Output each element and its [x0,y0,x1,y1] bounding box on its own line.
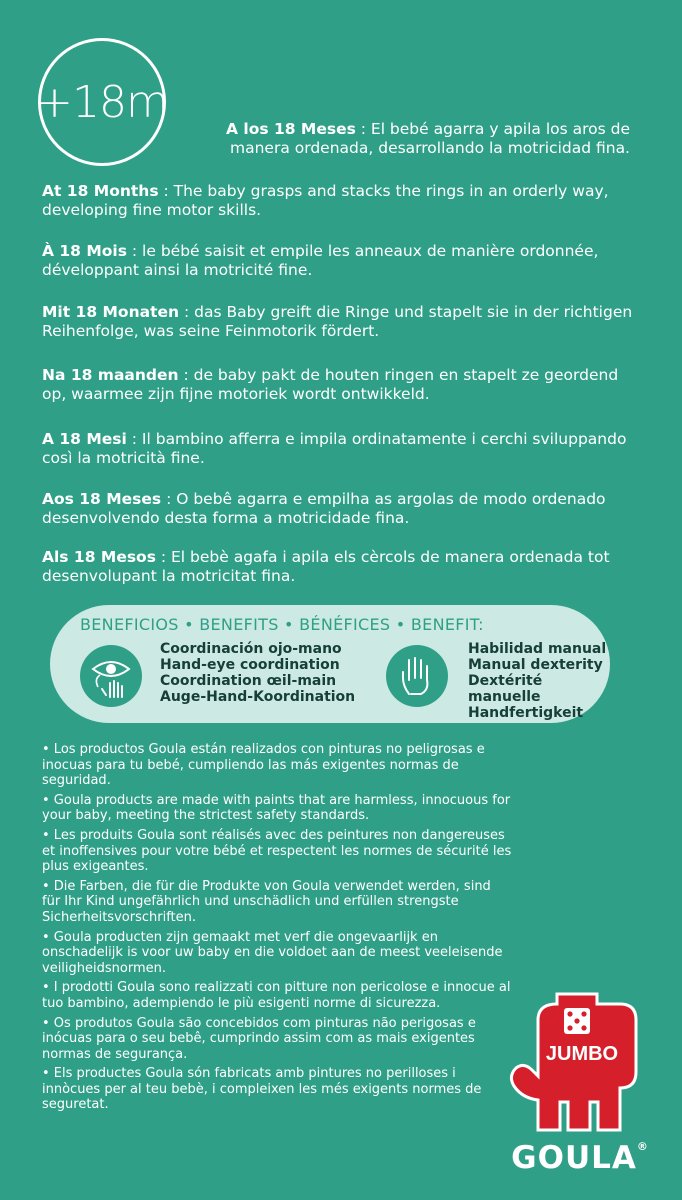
age-badge [38,38,166,166]
safety-note: • Els productes Goula són fabricats amb pintures no perilloses i innòcues per al teu bebè, i compleixen les més exigents normes de seguretat. [42,1066,482,1113]
paragraph-text: : das Baby greift die Ringe und stapelt sie in der richtigen Reihenfolge, was seine Feinmotorik fördert. [42,303,633,340]
paragraph-ca [42,548,642,586]
paragraph-lead: Als 18 Mesos [42,548,156,566]
paragraph-es [200,120,630,158]
paragraph-text: : El bebè agafa i apila els cèrcols de manera ordenada tot desenvolupant la motricitat fina. [42,548,610,585]
benefit-item: Auge-Hand-Koordination [160,689,356,705]
eye-hand-icon [80,645,142,707]
safety-note: • Os produtos Goula são concebidos com pinturas não perigosas e inócuas para o seu bebê, cumprindo assim com as mais exigentes normas de segurança. [42,1015,476,1062]
safety-note: • Goula products are made with paints that are harmless, innocuous for your baby, meeting the strictest safety standards. [42,792,511,824]
paragraph-text: : The baby grasps and stacks the rings in an orderly way, developing fine motor skills. [42,182,609,219]
benefit-list-dexterity [468,641,610,721]
paragraph-lead: Mit 18 Monaten [42,303,180,321]
benefit-item: Habilidad manual [468,641,607,657]
age-badge-label: +18m [36,76,168,128]
paragraph-lead: A los 18 Meses [225,120,356,138]
paragraph-pt [42,490,642,528]
benefit-item: Hand-eye coordination [160,657,340,673]
paragraph-lead: À 18 Mois [42,242,127,260]
benefit-list-coordination [160,641,355,705]
jumbo-wordmark: JUMBO [545,1043,619,1065]
paragraph-de [42,303,642,341]
paragraph-en [42,182,642,220]
safety-note: • Les produits Goula sont réalisés avec des peintures non dangereuses et inoffensives pour votre bébé et respectent les normes de sécurité les plus exigeantes. [42,827,512,875]
paragraph-text: : Il bambino afferra e impila ordinatamente i cerchi sviluppando così la motricità fine. [42,430,627,467]
paragraph-text: : O bebê agarra e empilha as argolas de modo ordenado desenvolvendo desta forma a motricidade fina. [42,490,606,527]
paragraph-it [42,430,642,468]
benefit-item: Coordination œil-main [160,673,337,689]
paragraph-text: : El bebé agarra y apila los aros de manera ordenada, desarrollando la motricidad fina. [230,120,630,157]
benefit-item: Handfertigkeit [468,705,584,721]
registered-mark: ® [636,1140,649,1153]
paragraph-text: : le bébé saisit et empile les anneaux de manière ordonnée, développant ainsi la motricité fine. [42,242,599,279]
paragraph-lead: Aos 18 Meses [42,490,162,508]
benefits-heading: BENEFICIOS • BENEFITS • BÉNÉFICES • BENEFIT: [80,615,484,634]
benefit-item: Dextérité manuelle [468,673,543,705]
safety-note: • I prodotti Goula sono realizzati con pitture non pericolose e innocue al tuo bambino, adempiendo le più esigenti norme di sicurezza. [42,980,511,1011]
safety-notes [42,742,512,1117]
paragraph-lead: At 18 Months [42,182,159,200]
paragraph-fr [42,242,642,280]
paragraph-lead: Na 18 maanden [42,366,179,384]
benefits-panel [50,605,610,723]
paragraph-lead: A 18 Mesi [42,430,127,448]
paragraph-text: : de baby pakt de houten ringen en stapelt ze geordend op, waarmee zijn fijne motoriek wordt ontwikkeld. [42,366,619,403]
brand-name: GOULA [511,1140,637,1176]
paragraph-nl [42,366,642,404]
hand-icon [386,645,448,707]
safety-note: • Goula producten zijn gemaakt met verf die ongevaarlijk en onschadelijk is voor uw baby en die voldoet aan de meest veeleisende veiligheidsnormen. [42,929,503,976]
benefit-item: Manual dexterity [468,657,603,673]
safety-note: • Los productos Goula están realizados con pinturas no peligrosas e inocuas para tu bebé, cumpliendo las más exigentes normas de seguridad. [42,742,485,789]
benefit-item: Coordinación ojo-mano [160,641,342,657]
safety-note: • Die Farben, die für die Produkte von Goula verwendet werden, sind für Ihr Kind ungefährlich und unschädlich und erfüllen strengste Sicherheitsvorschriften. [42,878,491,925]
goula-brand [505,1140,655,1176]
